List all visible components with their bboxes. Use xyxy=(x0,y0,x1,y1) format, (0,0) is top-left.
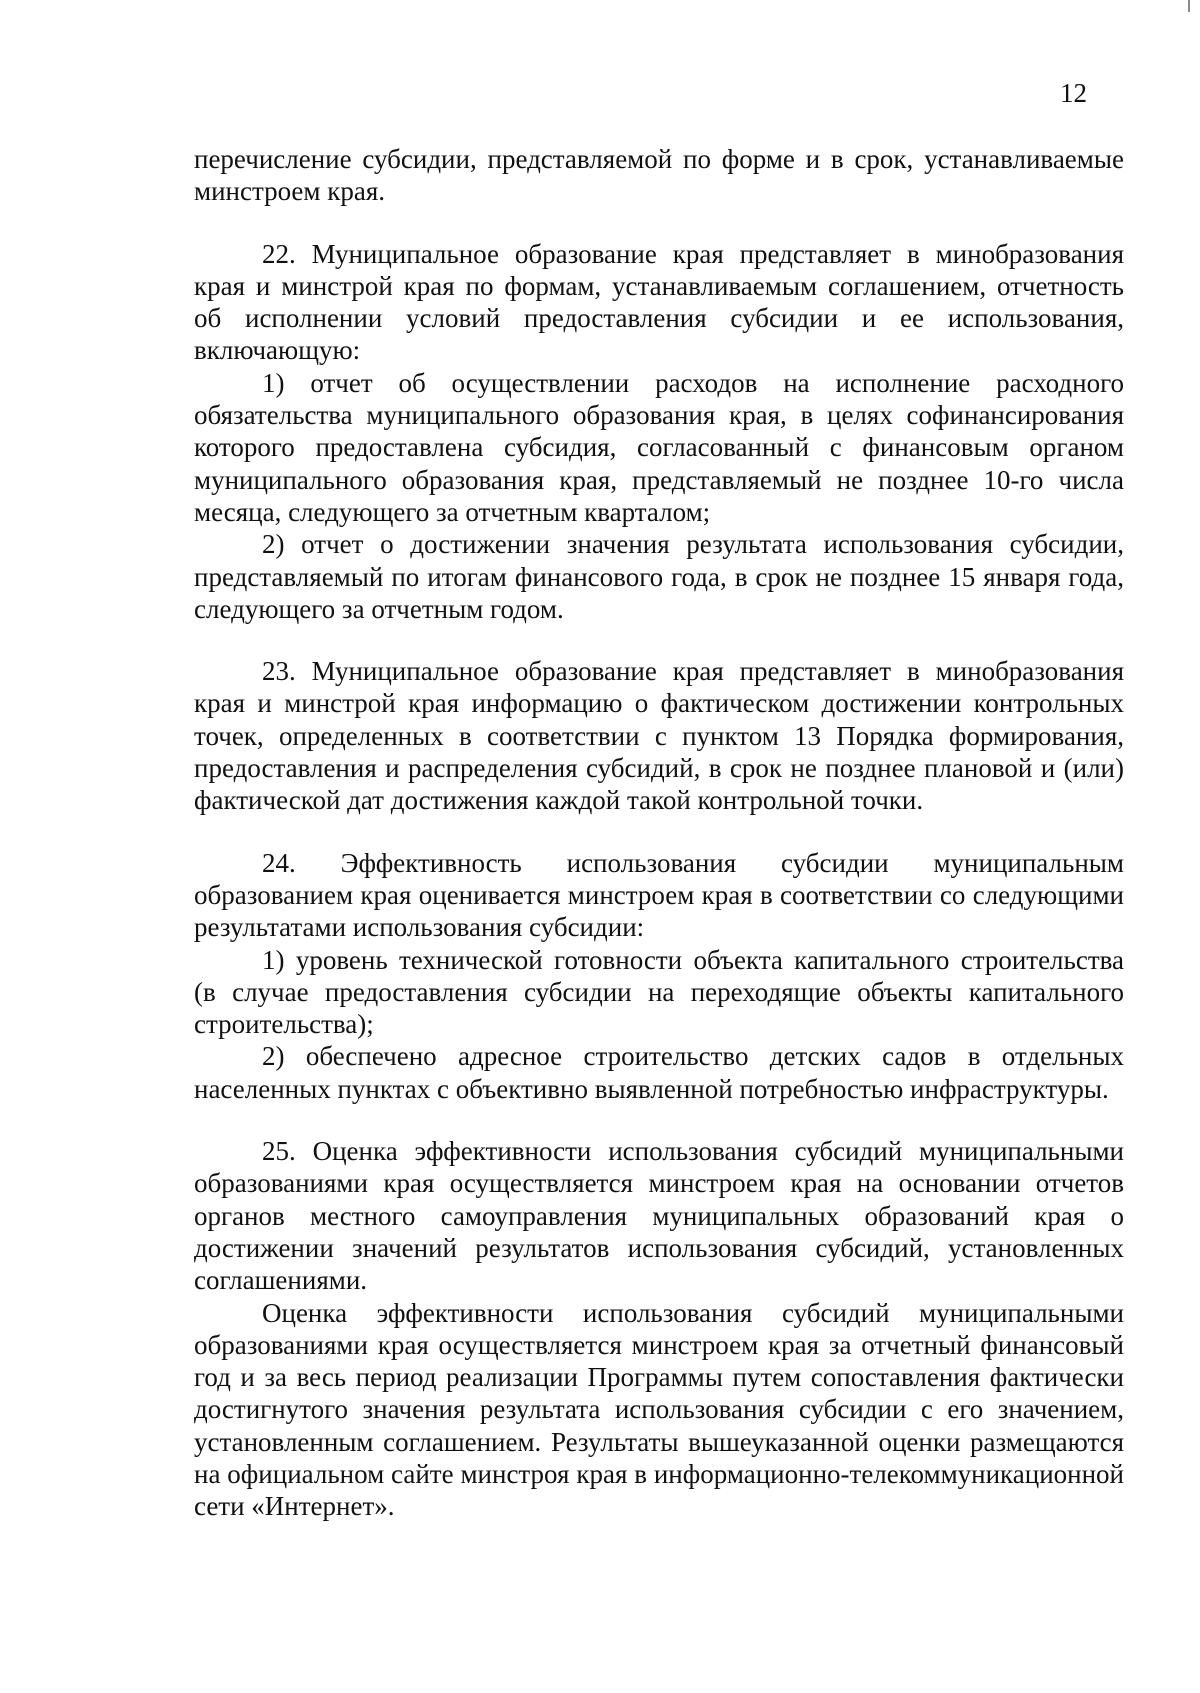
page-number: 12 xyxy=(1060,78,1087,108)
scan-mark xyxy=(1188,0,1190,12)
paragraph-24-item-2: 2) обеспечено адресное строительство детских садов в отдельных населенных пунктах с объективно выявленной потребностью инфраструктуры. xyxy=(194,1041,1124,1104)
document-body xyxy=(194,143,1124,1523)
paragraph-intro: перечисление субсидии, представляемой по форме и в срок, устанавливаемые минстроем края. xyxy=(194,144,1124,207)
paragraph-25-second: Оценка эффективности использования субсидий муниципальными образованиями края осуществляется минстроем края за отчетный финансовый год и за весь период реализации Программы путем сопоставления фактически достигнутого значения результата использования субсидии с его значением, установленным соглашением. Результаты вышеуказанной оценки размещаются на официальном сайте минстроя края в информационно-телекоммуникационной сети «Интернет». xyxy=(194,1297,1124,1522)
paragraph-24-item-1: 1) уровень технической готовности объекта капитального строительства (в случае предоставления субсидии на переходящие объекты капитального строительства); xyxy=(194,944,1124,1040)
paragraph-24: 24. Эффективность использования субсидии муниципальным образованием края оценивается минстроем края в соответствии со следующими результатами использования субсидии: xyxy=(194,847,1124,943)
paragraph-22-item-2: 2) отчет о достижении значения результата использования субсидии, представляемый по итогам финансового года, в срок не позднее 15 января года, следующего за отчетным годом. xyxy=(194,529,1124,624)
paragraph-23: 23. Муниципальное образование края представляет в минобразования края и минстрой края информацию о фактическом достижении контрольных точек, определенных в соответствии с пунктом 13 Порядка формирования, предоставления и распределения субсидий, в срок не позднее плановой и (или) фактической дат достижения каждой такой контрольной точки. xyxy=(194,656,1124,816)
paragraph-25: 25. Оценка эффективности использования субсидий муниципальными образованиями края осуществляется минстроем края на основании отчетов органов местного самоуправления муниципальных образований края о достижении значений результатов использования субсидий, установленных соглашениями. xyxy=(194,1136,1124,1296)
paragraph-22: 22. Муниципальное образование края представляет в минобразования края и минстрой края по формам, устанавливаемым соглашением, отчетность об исполнении условий предоставления субсидии и ее использования, включающую: xyxy=(194,238,1124,366)
paragraph-22-item-1: 1) отчет об осуществлении расходов на исполнение расходного обязательства муниципального образования края, в целях софинансирования которого предоставлена субсидия, согласованный с финансовым органом муниципального образования края, представляемый не позднее 10-го числа месяца, следующего за отчетным кварталом; xyxy=(194,367,1124,527)
